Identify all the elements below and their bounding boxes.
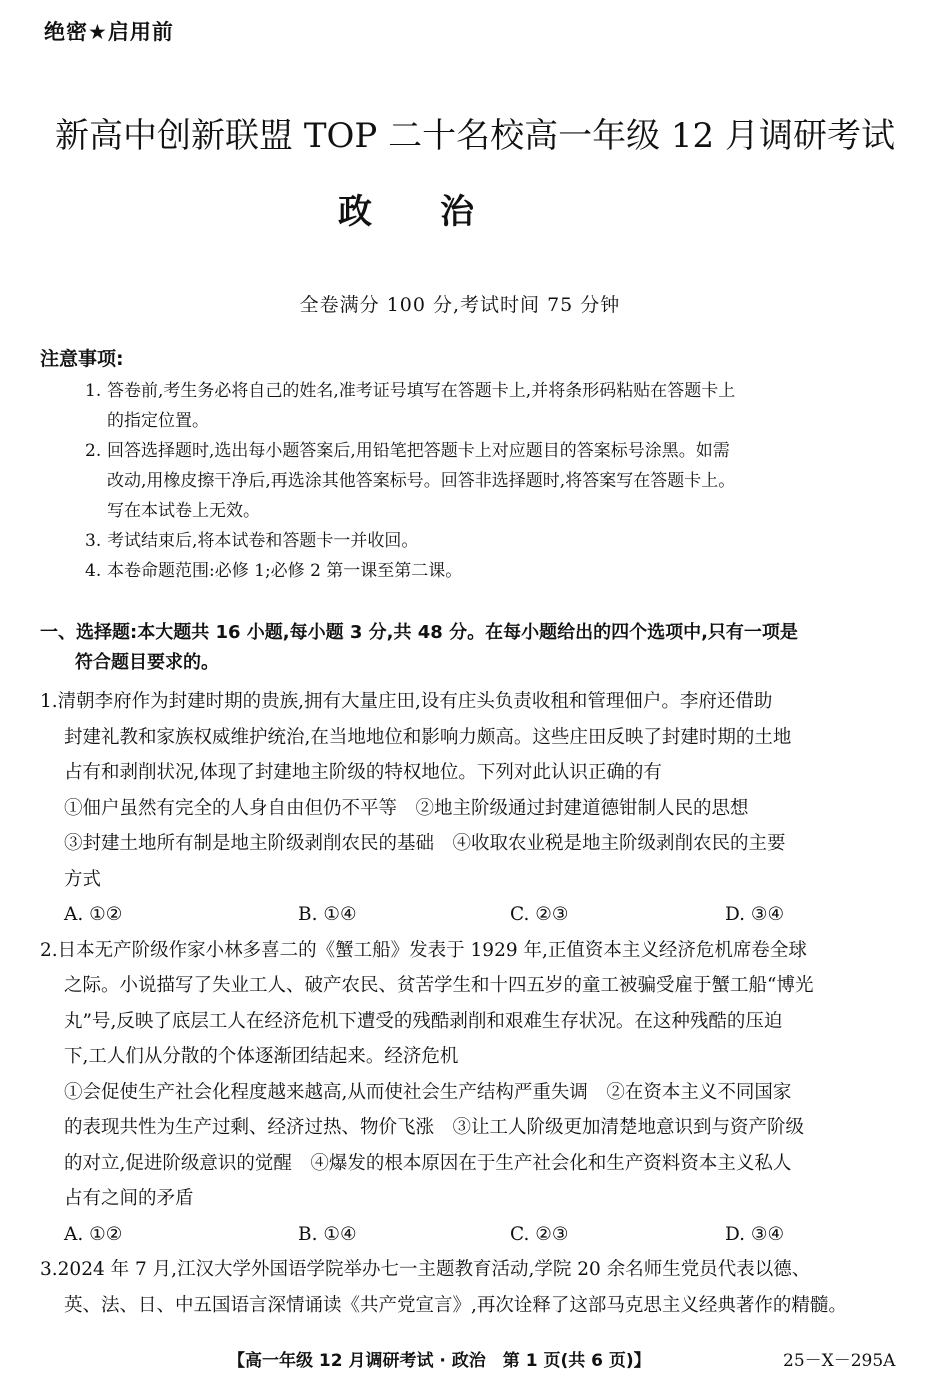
question-stem-line: 下,工人们从分散的个体逐渐团结起来。经济危机 <box>64 1046 459 1067</box>
notice-number: 2. <box>85 441 102 461</box>
option-a: A. ①② <box>64 904 123 925</box>
question-statement-line: 的对立,促进阶级意识的觉醒 ④爆发的根本原因在于生产社会化和生产资料资本主义私人 <box>64 1152 792 1174</box>
notice-item <box>85 376 915 436</box>
question-2 <box>40 933 912 1253</box>
notice-line: 本卷命题范围:必修 1;必修 2 第一课至第二课。 <box>107 561 463 581</box>
notice-number: 4. <box>85 561 102 581</box>
notice-line: 回答选择题时,选出每小题答案后,用铅笔把答题卡上对应题目的答案标号涂黑。如需 <box>107 441 730 461</box>
option-b: B. ①④ <box>298 1223 357 1245</box>
question-statement-line: 占有之间的矛盾 <box>64 1188 194 1209</box>
notice-number: 1. <box>85 381 102 401</box>
notice-item <box>85 556 915 586</box>
question-stem-line: 英、法、日、中五国语言深情诵读《共产党宣言》,再次诠释了这部马克思主义经典著作的精髓。 <box>64 1294 847 1316</box>
question-statement-line: ③封建土地所有制是地主阶级剥削农民的基础 ④收取农业税是地主阶级剥削农民的主要 <box>64 833 786 854</box>
option-c: C. ②③ <box>510 904 569 925</box>
question-stem-line: 2.日本无产阶级作家小林多喜二的《蟹工船》发表于 1929 年,正值资本主义经济危机席卷全球 <box>40 939 807 961</box>
answer-options <box>40 1217 912 1253</box>
question-list <box>40 684 912 1323</box>
section-heading <box>40 618 915 678</box>
question-stem-line: 封建礼教和家族权威维护统治,在当地地位和影响力颇高。这些庄田反映了封建时期的土地 <box>64 726 792 748</box>
notice-line: 改动,用橡皮擦干净后,再选涂其他答案标号。回答非选择题时,将答案写在答题卡上。 <box>107 471 736 491</box>
notice-item <box>85 526 915 556</box>
option-a: A. ①② <box>64 1223 123 1245</box>
answer-options <box>40 897 912 933</box>
notice-line: 写在本试卷上无效。 <box>107 501 260 521</box>
footer-paper-code: 25－X－295A <box>783 1351 896 1371</box>
notice-title: 注意事项: <box>40 348 124 370</box>
question-statement-line: ①会促使生产社会化程度越来越高,从而使社会生产结构严重失调 ②在资本主义不同国家 <box>64 1081 792 1103</box>
notice-line: 的指定位置。 <box>107 411 209 431</box>
question-stem-line: 3.2024 年 7 月,江汉大学外国语学院举办七一主题教育活动,学院 20 余名师生党员代表以德、 <box>40 1259 811 1280</box>
exam-info: 全卷满分 100 分,考试时间 75 分钟 <box>299 294 621 316</box>
question-statement-line: ①佃户虽然有完全的人身自由但仍不平等 ②地主阶级通过封建道德钳制人民的思想 <box>64 797 749 819</box>
question-stem-line: 占有和剥削状况,体现了封建地主阶级的特权地位。下列对此认识正确的有 <box>64 762 662 783</box>
section-heading-line: 符合题目要求的。 <box>75 652 219 673</box>
notice-line: 考试结束后,将本试卷和答题卡一并收回。 <box>107 531 419 551</box>
footer-page-info: 【高一年级 12 月调研考试 · 政治 第 1 页(共 6 页)】 <box>228 1351 651 1371</box>
exam-title: 新高中创新联盟 TOP 二十名校高一年级 12 月调研考试 <box>55 116 895 156</box>
confidential-label: 绝密★启用前 <box>44 20 174 44</box>
option-d: D. ③④ <box>725 1223 785 1245</box>
question-stem-line: 1.清朝李府作为封建时期的贵族,拥有大量庄田,设有庄头负责收租和管理佃户。李府还借助 <box>40 691 773 712</box>
question-1 <box>40 684 912 933</box>
subject-title: 政治 <box>338 192 542 232</box>
option-c: C. ②③ <box>510 1223 569 1245</box>
question-stem-line: 之际。小说描写了失业工人、破产农民、贫苦学生和十四五岁的童工被骗受雇于蟹工船“博光 <box>64 975 814 996</box>
notice-number: 3. <box>85 531 102 551</box>
section-heading-line: 一、选择题:本大题共 16 小题,每小题 3 分,共 48 分。在每小题给出的四个选项中,只有一项是 <box>40 622 798 643</box>
question-3 <box>40 1252 912 1323</box>
option-d: D. ③④ <box>725 904 785 925</box>
notice-item <box>85 436 915 526</box>
notice-list <box>85 376 915 586</box>
question-statement-line: 的表现共性为生产过剩、经济过热、物价飞涨 ③让工人阶级更加清楚地意识到与资产阶级 <box>64 1117 805 1138</box>
question-stem-line: 丸”号,反映了底层工人在经济危机下遭受的残酷剥削和艰难生存状况。在这种残酷的压迫 <box>64 1010 783 1032</box>
question-statement-line: 方式 <box>64 868 102 890</box>
notice-line: 答卷前,考生务必将自己的姓名,准考证号填写在答题卡上,并将条形码粘贴在答题卡上 <box>107 381 736 401</box>
option-b: B. ①④ <box>298 904 357 925</box>
